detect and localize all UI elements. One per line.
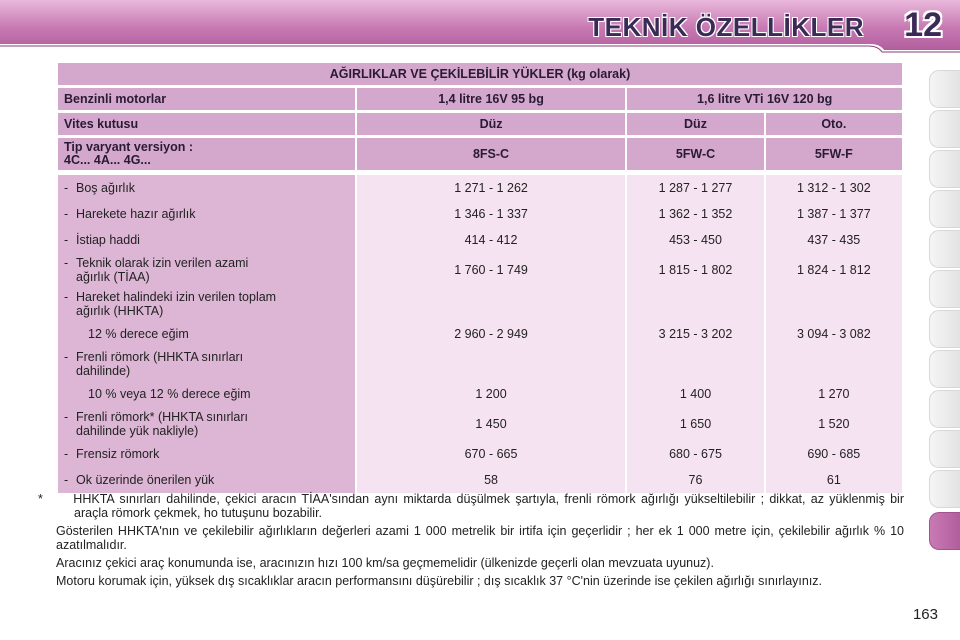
row-label [58,287,355,321]
row-value [357,287,626,321]
header-curve [0,44,960,54]
row-value: 61 [766,467,902,493]
row-label [58,253,355,287]
row-label-text: Harekete hazır ağırlık [76,207,196,221]
chapter-tabs [930,70,960,590]
row-value [766,347,902,381]
row-value: 414 - 412 [357,227,626,253]
variant-label [58,138,355,170]
row-label-text: İstiap haddi [76,233,140,247]
row-value: 3 094 - 3 082 [766,321,902,347]
chapter-tab[interactable] [929,270,960,308]
footnote-star: * [38,492,43,506]
row-value [627,287,763,321]
row-value: 1 312 - 1 302 [766,175,902,201]
row-value: 58 [357,467,626,493]
page-number: 163 [912,606,938,623]
row-label [58,321,355,347]
table-row [58,227,902,253]
page-title: TEKNİK ÖZELLİKLER [588,12,864,42]
row-value: 1 760 - 1 749 [357,253,626,287]
note-paragraph: Aracınız çekici araç konumunda ise, aracınızın hızı 100 km/sa geçmemelidir (ülkenizde geçerli olan mevzuata uyunuz). [56,556,714,570]
table-row [58,381,902,407]
row-dash: - [64,181,69,195]
row-value: 1 815 - 1 802 [627,253,763,287]
row-value: 1 650 [627,407,763,441]
row-label [58,347,355,381]
row-value: 1 287 - 1 277 [627,175,763,201]
table-body [58,175,902,493]
table-row [58,175,902,201]
gearbox-cell: Düz [357,113,626,135]
chapter-tab[interactable] [929,470,960,508]
chapter-tab[interactable] [929,110,960,148]
row-label [58,407,355,441]
row-value: 1 400 [627,381,763,407]
table-row [58,201,902,227]
row-value: 1 200 [357,381,626,407]
row-dash: - [64,290,69,304]
row-value: 1 387 - 1 377 [766,201,902,227]
row-label [58,381,355,407]
row-value [766,287,902,321]
table-row [58,321,902,347]
row-dash: - [64,233,69,247]
table-row [58,347,902,381]
table-row [58,287,902,321]
row-dash: - [64,256,69,270]
row-label [58,227,355,253]
variant-label-line: 4C... 4A... 4G... [64,153,151,167]
row-value: 1 520 [766,407,902,441]
row-value: 1 270 [766,381,902,407]
chapter-tab[interactable] [929,390,960,428]
table-row [58,253,902,287]
chapter-tab[interactable] [929,70,960,108]
chapter-tab[interactable] [929,190,960,228]
variant-cell: 8FS-C [357,138,626,170]
chapter-tab[interactable] [929,150,960,188]
note-paragraph: Gösterilen HHKTA'nın ve çekilebilir ağırlıkların değerleri azami 1 000 metrelik bir irtifa için geçerlidir ; her ek 1 000 metre için, çekilebilir ağırlık % 10 azatılmalıdır. [56,524,904,552]
row-value: 1 362 - 1 352 [627,201,763,227]
row-value: 1 346 - 1 337 [357,201,626,227]
row-value [627,347,763,381]
row-value [357,347,626,381]
table-row [58,407,902,441]
row-label-text: 10 % veya 12 % derece eğim [88,387,251,401]
row-value: 680 - 675 [627,441,763,467]
engines-label: Benzinli motorlar [58,88,355,110]
row-label-text: Frenli römork (HHKTA sınırları [76,350,244,364]
row-value: 76 [627,467,763,493]
row-value: 3 215 - 3 202 [627,321,763,347]
row-value: 690 - 685 [766,441,902,467]
row-dash: - [64,207,69,221]
gearbox-cell: Oto. [766,113,902,135]
row-label-text: ağırlık (TİAA) [76,270,150,284]
chapter-tab[interactable] [929,350,960,388]
row-label [58,175,355,201]
row-label [58,441,355,467]
row-dash: - [64,350,69,364]
row-label-text: dahilinde) [76,364,131,378]
chapter-tab[interactable] [929,230,960,268]
chapter-tab[interactable] [929,430,960,468]
chapter-tab-active[interactable] [929,512,960,550]
weights-table [56,63,904,493]
footnote [38,492,904,520]
row-dash: - [64,447,69,461]
chapter-number: 12 [904,6,942,44]
row-value: 1 450 [357,407,626,441]
row-label-text: dahilinde yük nakliyle) [76,424,199,438]
table-title: AĞIRLIKLAR VE ÇEKİLEBİLİR YÜKLER (kg olarak) [58,63,902,85]
variant-cell: 5FW-F [766,138,902,170]
row-value: 2 960 - 2 949 [357,321,626,347]
row-label [58,467,355,493]
row-value: 1 824 - 1 812 [766,253,902,287]
row-label [58,201,355,227]
row-label-text: Boş ağırlık [76,181,136,195]
table-row [58,441,902,467]
notes [38,492,904,592]
note-paragraph: Motoru korumak için, yüksek dış sıcaklıklar aracın performansını düşürebilir ; dış sıcaklık 37 °C'nin üzerinde ise çekilen ağırlığı sınırlayınız. [56,574,823,588]
footnote-text: HHKTA sınırları dahilinde, çekici aracın TİAA'sından aynı miktarda düşülmek şartıyla, frenli römork ağırlığı yükseltilebilir ; dikkat, az yüklenmiş bir araçla römork çekmek, ho tutuşunu bozabilir. [73,492,904,520]
variant-label-line: Tip varyant versiyon : [64,140,193,154]
row-label-text: Frensiz römork [76,447,160,461]
gearbox-label: Vites kutusu [58,113,355,135]
row-value: 437 - 435 [766,227,902,253]
engine-2: 1,6 litre VTi 16V 120 bg [627,88,902,110]
row-label-text: Hareket halindeki izin verilen toplam [76,290,277,304]
row-label-text: Frenli römork* (HHKTA sınırları [76,410,249,424]
row-dash: - [64,473,69,487]
chapter-tab[interactable] [929,310,960,348]
row-dash: - [64,410,69,424]
row-value: 1 271 - 1 262 [357,175,626,201]
variant-cell: 5FW-C [627,138,763,170]
row-label-text: Teknik olarak izin verilen azami [76,256,249,270]
gearbox-cell: Düz [627,113,763,135]
row-label-text: Ok üzerinde önerilen yük [76,473,215,487]
row-value: 453 - 450 [627,227,763,253]
row-label-text: 12 % derece eğim [88,327,189,341]
row-value: 670 - 665 [357,441,626,467]
table-row [58,467,902,493]
row-label-text: ağırlık (HHKTA) [76,304,164,318]
engine-1: 1,4 litre 16V 95 bg [357,88,626,110]
